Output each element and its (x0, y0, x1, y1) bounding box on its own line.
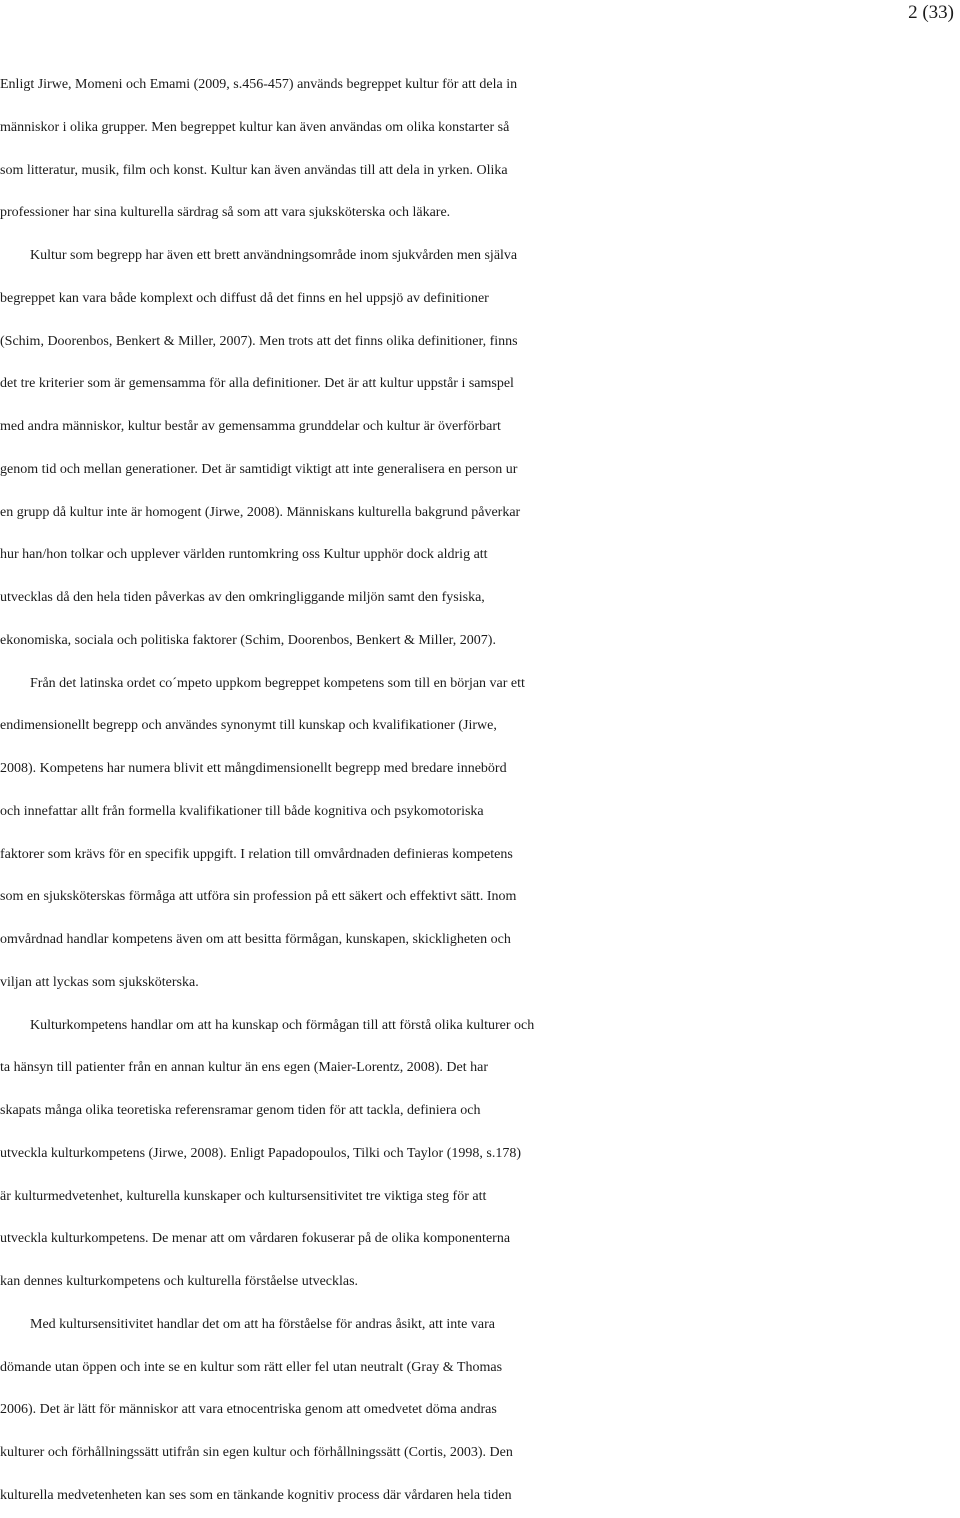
text-line: Kultur som begrepp har även ett brett användningsområde inom sjukvården men själva (30, 248, 518, 263)
text-line: Enligt Jirwe, Momeni och Emami (2009, s.456-457) används begreppet kultur för att dela in (0, 77, 518, 92)
text-line: med andra människor, kultur består av gemensamma grunddelar och kultur är överförbart (0, 419, 501, 434)
text-line: utvecklas då den hela tiden påverkas av den omkringliggande miljön samt den fysiska, (0, 590, 485, 605)
text-line: skapats många olika teoretiska referensramar genom tiden för att tackla, definiera och (0, 1103, 481, 1118)
text-line: dömande utan öppen och inte se en kultur som rätt eller fel utan neutralt (Gray & Thomas (0, 1359, 503, 1375)
text-line: (Schim, Doorenbos, Benkert & Miller, 2007). Men trots att det finns olika definitioner, finns (0, 333, 518, 349)
text-line: utveckla kulturkompetens (Jirwe, 2008). Enligt Papadopoulos, Tilki och Taylor (1998, s.178) (0, 1145, 521, 1161)
text-line: kulturer och förhållningssätt utifrån sin egen kultur och förhållningssätt (Cortis, 2003). Den (0, 1445, 513, 1460)
text-line: och innefattar allt från formella kvalifikationer till både kognitiva och psykomotoriska (0, 803, 484, 819)
text-line: viljan att lyckas som sjuksköterska. (0, 974, 199, 990)
text-line: Kulturkompetens handlar om att ha kunskap och förmågan till att förstå olika kulturer och (30, 1017, 535, 1033)
text-line: 2008). Kompetens har numera blivit ett mångdimensionellt begrepp med bredare innebörd (0, 761, 507, 776)
text-line: som litteratur, musik, film och konst. Kultur kan även användas till att dela in yrken. Olika (0, 162, 508, 178)
text-line: en grupp då kultur inte är homogent (Jirwe, 2008). Människans kulturella bakgrund påverkar (0, 504, 521, 520)
text-line: endimensionellt begrepp och användes synonymt till kunskap och kvalifikationer (Jirwe, (0, 718, 497, 734)
text-line: genom tid och mellan generationer. Det är samtidigt viktigt att inte generalisera en person ur (0, 461, 518, 477)
text-line: som en sjuksköterskas förmåga att utföra sin profession på ett säkert och effektivt sätt. Inom (0, 889, 517, 905)
text-line: det tre kriterier som är gemensamma för alla definitioner. Det är att kultur uppstår i samspel (0, 376, 514, 392)
text-line: 2006). Det är lätt för människor att vara etnocentriska genom att omedvetet döma andras (0, 1402, 497, 1418)
text-line: människor i olika grupper. Men begreppet kultur kan även användas om olika konstarter så (0, 119, 510, 135)
text-line: omvårdnad handlar kompetens även om att besitta förmågan, kunskapen, skickligheten och (0, 932, 511, 947)
text-line: Från det latinska ordet co´mpeto uppkom begreppet kompetens som till en början var ett (30, 675, 525, 691)
text-line: begreppet kan vara både komplext och diffust då det finns en hel uppsjö av definitioner (0, 290, 489, 306)
page-number: 2 (33) (908, 2, 954, 23)
text-line: ta hänsyn till patienter från en annan kultur än ens egen (Maier-Lorentz, 2008). Det har (0, 1060, 488, 1076)
text-line: Med kultursensitivitet handlar det om att ha förståelse för andras åsikt, att inte vara (30, 1316, 495, 1332)
text-line: utveckla kulturkompetens. De menar att om vårdaren fokuserar på de olika komponenterna (0, 1231, 511, 1247)
text-line: faktorer som krävs för en specifik uppgift. I relation till omvårdnaden definieras kompetens (0, 846, 513, 862)
text-line: är kulturmedvetenhet, kulturella kunskaper och kultursensitivitet tre viktiga steg för att (0, 1188, 487, 1204)
document-body (0, 64, 960, 1518)
text-line: professioner har sina kulturella särdrag så som att vara sjuksköterska och läkare. (0, 205, 451, 221)
text-line: kulturella medvetenheten kan ses som en tänkande kognitiv process där vårdaren hela tiden (0, 1487, 512, 1503)
text-line: ekonomiska, sociala och politiska faktorer (Schim, Doorenbos, Benkert & Miller, 2007). (0, 632, 496, 648)
text-line: kan dennes kulturkompetens och kulturella förståelse utvecklas. (0, 1274, 359, 1289)
text-line: hur han/hon tolkar och upplever världen runtomkring oss Kultur upphör dock aldrig att (0, 547, 488, 563)
